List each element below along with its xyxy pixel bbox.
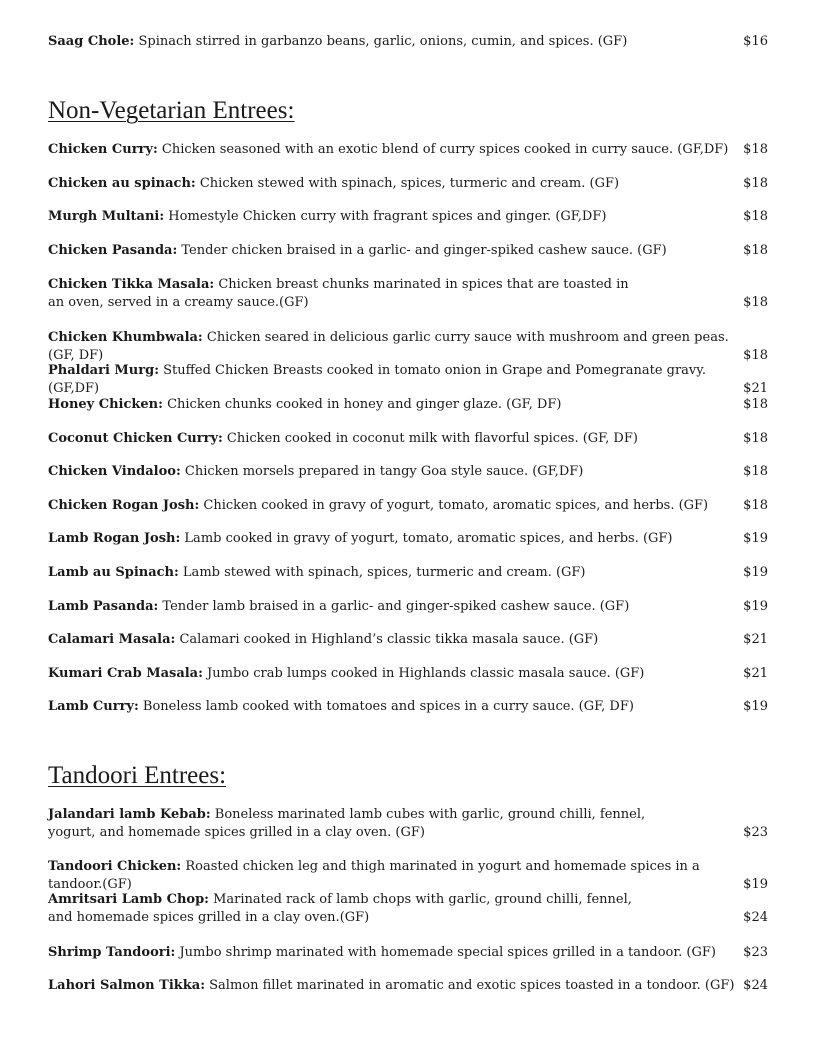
- item-description: Stuffed Chicken Breasts cooked in tomato onion in Grape and Pomegranate gravy. (GF,DF): [48, 363, 707, 396]
- menu-item-saag-chole: [48, 33, 768, 51]
- menu-item: [48, 698, 768, 716]
- item-price: $19: [743, 699, 768, 714]
- item-description: Chicken stewed with spinach, spices, turmeric and cream. (GF): [195, 176, 620, 191]
- item-name: Lamb Curry:: [48, 699, 139, 714]
- item-description: Chicken morsels prepared in tangy Goa style sauce. (GF,DF): [180, 464, 584, 479]
- menu-item: [48, 944, 768, 962]
- item-name: Phaldari Murg:: [48, 363, 159, 378]
- item-name: Chicken Tikka Masala:: [48, 277, 215, 292]
- menu-item: [48, 891, 768, 927]
- item-name: Lamb au Spinach:: [48, 565, 179, 580]
- item-price: $18: [743, 176, 768, 191]
- item-description: Lamb stewed with spinach, spices, turmeric and cream. (GF): [178, 565, 586, 580]
- item-description: Jumbo shrimp marinated with homemade special spices grilled in a tandoor. (GF): [175, 945, 716, 960]
- item-price: $21: [743, 381, 768, 396]
- item-description: Boneless marinated lamb cubes with garlic, ground chilli, fennel, yogurt, and homemade spices grilled in a clay oven. (GF): [48, 807, 646, 840]
- item-name: Lamb Pasanda:: [48, 599, 159, 614]
- menu-item: [48, 362, 768, 398]
- menu-item: [48, 396, 768, 414]
- item-name: Tandoori Chicken:: [48, 859, 182, 874]
- item-price: $19: [743, 877, 768, 892]
- item-price: $18: [743, 243, 768, 258]
- menu-item: [48, 564, 768, 582]
- item-name: Lahori Salmon Tikka:: [48, 978, 206, 993]
- section-heading-tandoori: Tandoori Entrees:: [48, 762, 227, 789]
- item-price: $18: [743, 431, 768, 446]
- item-description: Marinated rack of lamb chops with garlic, ground chilli, fennel, and homemade spices grilled in a clay oven.(GF): [48, 892, 632, 925]
- item-description: Chicken cooked in coconut milk with flavorful spices. (GF, DF): [222, 431, 638, 446]
- item-name: Chicken Pasanda:: [48, 243, 178, 258]
- item-name: Chicken Rogan Josh:: [48, 498, 200, 513]
- item-price: $19: [743, 565, 768, 580]
- item-description: Homestyle Chicken curry with fragrant spices and ginger. (GF,DF): [164, 209, 607, 224]
- menu-item: [48, 598, 768, 616]
- item-name: Jalandari lamb Kebab:: [48, 807, 211, 822]
- item-description: Tender chicken braised in a garlic- and ginger-spiked cashew sauce. (GF): [177, 243, 667, 258]
- menu-item: [48, 858, 768, 894]
- item-price: $16: [743, 34, 768, 49]
- item-description: Chicken seasoned with an exotic blend of curry spices cooked in curry sauce. (GF,DF): [157, 142, 729, 157]
- section-heading-non-vegetarian: Non-Vegetarian Entrees:: [48, 97, 295, 124]
- menu-item: [48, 430, 768, 448]
- item-description: Salmon fillet marinated in aromatic and exotic spices toasted in a tondoor. (GF): [205, 978, 735, 993]
- menu-item: [48, 208, 768, 226]
- menu-item: [48, 175, 768, 193]
- item-price: $18: [743, 295, 768, 310]
- item-price: $19: [743, 531, 768, 546]
- item-price: $18: [743, 397, 768, 412]
- item-name: Calamari Masala:: [48, 632, 176, 647]
- item-price: $18: [743, 348, 768, 363]
- menu-item: [48, 242, 768, 260]
- item-name: Chicken Khumbwala:: [48, 330, 203, 345]
- item-price: $18: [743, 498, 768, 513]
- item-description: Calamari cooked in Highland’s classic tikka masala sauce. (GF): [175, 632, 599, 647]
- item-name: Honey Chicken:: [48, 397, 163, 412]
- menu-item: [48, 497, 768, 515]
- item-price: $21: [743, 666, 768, 681]
- item-description: Chicken cooked in gravy of yogurt, tomato, aromatic spices, and herbs. (GF): [199, 498, 709, 513]
- item-name: Kumari Crab Masala:: [48, 666, 203, 681]
- item-description: Spinach stirred in garbanzo beans, garlic, onions, cumin, and spices. (GF): [134, 34, 628, 49]
- menu-item: [48, 141, 768, 159]
- item-name: Amritsari Lamb Chop:: [48, 892, 209, 907]
- item-name: Saag Chole:: [48, 34, 135, 49]
- item-description: Roasted chicken leg and thigh marinated in yogurt and homemade spices in a tandoor.(GF): [48, 859, 700, 892]
- item-price: $19: [743, 599, 768, 614]
- item-price: $23: [743, 945, 768, 960]
- item-description: Jumbo crab lumps cooked in Highlands classic masala sauce. (GF): [202, 666, 645, 681]
- menu-item: [48, 329, 768, 365]
- item-price: $18: [743, 464, 768, 479]
- menu-item: [48, 530, 768, 548]
- menu-item: [48, 631, 768, 649]
- item-name: Coconut Chicken Curry:: [48, 431, 223, 446]
- item-description: Lamb cooked in gravy of yogurt, tomato, aromatic spices, and herbs. (GF): [180, 531, 673, 546]
- item-description: Chicken chunks cooked in honey and ginger glaze. (GF, DF): [162, 397, 562, 412]
- item-price: $24: [743, 978, 768, 993]
- menu-item: [48, 977, 768, 995]
- menu-item: [48, 463, 768, 481]
- item-price: $24: [743, 910, 768, 925]
- menu-item: [48, 806, 768, 842]
- menu-item: [48, 276, 768, 312]
- item-price: $23: [743, 825, 768, 840]
- item-name: Lamb Rogan Josh:: [48, 531, 181, 546]
- item-price: $21: [743, 632, 768, 647]
- item-description: Chicken breast chunks marinated in spices that are toasted in an oven, served in a creamy sauce.(GF): [48, 277, 629, 310]
- item-name: Chicken Curry:: [48, 142, 158, 157]
- item-description: Boneless lamb cooked with tomatoes and spices in a curry sauce. (GF, DF): [138, 699, 634, 714]
- item-price: $18: [743, 209, 768, 224]
- item-price: $18: [743, 142, 768, 157]
- menu-item: [48, 665, 768, 683]
- item-description: Chicken seared in delicious garlic curry sauce with mushroom and green peas. (GF, DF): [48, 330, 729, 363]
- item-name: Chicken au spinach:: [48, 176, 196, 191]
- item-name: Murgh Multani:: [48, 209, 165, 224]
- item-name: Chicken Vindaloo:: [48, 464, 181, 479]
- item-name: Shrimp Tandoori:: [48, 945, 176, 960]
- item-description: Tender lamb braised in a garlic- and ginger-spiked cashew sauce. (GF): [158, 599, 630, 614]
